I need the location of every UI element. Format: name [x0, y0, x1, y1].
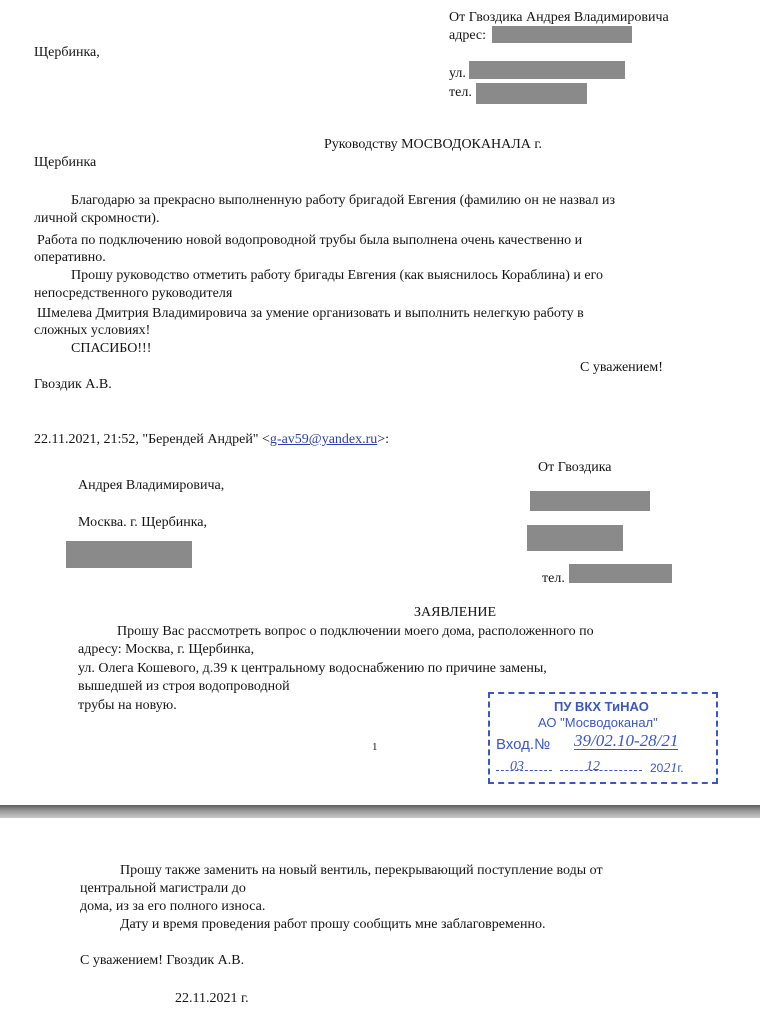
- stamp-day-line: [496, 770, 552, 771]
- body-line: Благодарю за прекрасно выполненную работу бригадой Евгения (фамилию он не назвал из: [71, 193, 616, 208]
- page2-date: 22.11.2021 г.: [175, 991, 249, 1006]
- body-line: сложных условиях!: [34, 323, 151, 338]
- stamp-month: 12: [586, 759, 600, 774]
- page-number: 1: [372, 741, 378, 753]
- body-line: Прошу руководство отметить работу бригады Евгения (как выяснилось Кораблина) и его: [71, 268, 603, 283]
- quoted-sender-name: Андрея Владимировича,: [78, 478, 225, 493]
- registration-stamp: [488, 692, 718, 784]
- recipient-line-2: Щербинка: [34, 155, 97, 170]
- quoted-sender-city: Москва. г. Щербинка,: [78, 515, 208, 530]
- application-line: адресу: Москва, г. Щербинка,: [78, 642, 255, 657]
- page2-signoff: С уважением! Гвоздик А.В.: [80, 953, 245, 968]
- street-label: ул.: [449, 66, 466, 81]
- application-line: трубы на новую.: [78, 698, 177, 713]
- body-line: Работа по подключению новой водопроводной трубы была выполнена очень качественно и: [37, 233, 583, 248]
- application-line: вышедшей из строя водопроводной: [78, 679, 290, 694]
- email-header-prefix: 22.11.2021, 21:52, "Берендей Андрей" <: [34, 432, 270, 447]
- redacted-phone: [569, 564, 672, 583]
- redacted-street: [469, 61, 625, 79]
- stamp-day: 03: [510, 759, 524, 774]
- regards: С уважением!: [580, 360, 663, 375]
- email-header-suffix: >:: [377, 432, 390, 447]
- page2-line: Дату и время проведения работ прошу сообщить мне заблаговременно.: [120, 917, 546, 932]
- sender-city: Щербинка,: [34, 45, 100, 60]
- stamp-entry-number: 39/02.10-28/21: [574, 731, 679, 750]
- stamp-entry-label: Вход.№: [496, 736, 551, 753]
- stamp-month-line: [560, 770, 642, 771]
- recipient-line-1: Руководству МОСВОДОКАНАЛА г.: [324, 137, 542, 152]
- page2-line: дома, из за его полного износа.: [80, 899, 266, 914]
- stamp-line-1: ПУ ВКХ ТиНАО: [554, 699, 649, 714]
- sender-line: От Гвоздика Андрея Владимировича: [449, 10, 669, 25]
- signature: Гвоздик А.В.: [34, 377, 112, 392]
- stamp-year-suffix: 21: [663, 761, 678, 776]
- body-line: оперативно.: [34, 250, 106, 265]
- body-line: Шмелева Дмитрия Владимировича за умение организовать и выполнить нелегкую работу в: [37, 306, 584, 321]
- application-title: ЗАЯВЛЕНИЕ: [414, 605, 497, 620]
- stamp-line-2: АО "Мосводоканал": [538, 715, 658, 730]
- quoted-sender-line: От Гвоздика: [538, 460, 612, 475]
- address-label: адрес:: [449, 28, 487, 43]
- email-header: [34, 431, 389, 448]
- page2-line: Прошу также заменить на новый вентиль, перекрывающий поступление воды от: [120, 863, 603, 878]
- quoted-phone-label: тел.: [542, 571, 565, 586]
- page2-line: центральной магистрали до: [80, 881, 246, 896]
- application-line: Прошу Вас рассмотреть вопрос о подключении моего дома, расположенного по: [117, 624, 594, 639]
- redacted-field: [527, 525, 623, 551]
- redacted-field: [66, 541, 192, 568]
- stamp-year: [650, 760, 684, 777]
- stamp-year-mark: г.: [677, 761, 684, 775]
- thanks-line: СПАСИБО!!!: [71, 341, 152, 356]
- page-divider: [0, 805, 760, 818]
- email-link[interactable]: g-av59@yandex.ru: [269, 432, 378, 447]
- redacted-address: [492, 26, 632, 43]
- body-line: непосредственного руководителя: [34, 286, 233, 301]
- redacted-field: [530, 491, 650, 511]
- body-line: личной скромности).: [34, 211, 160, 226]
- redacted-phone: [476, 83, 587, 104]
- stamp-year-prefix: 20: [650, 761, 664, 775]
- phone-label: тел.: [449, 85, 472, 100]
- application-line: ул. Олега Кошевого, д.39 к центральному водоснабжению по причине замены,: [78, 661, 547, 676]
